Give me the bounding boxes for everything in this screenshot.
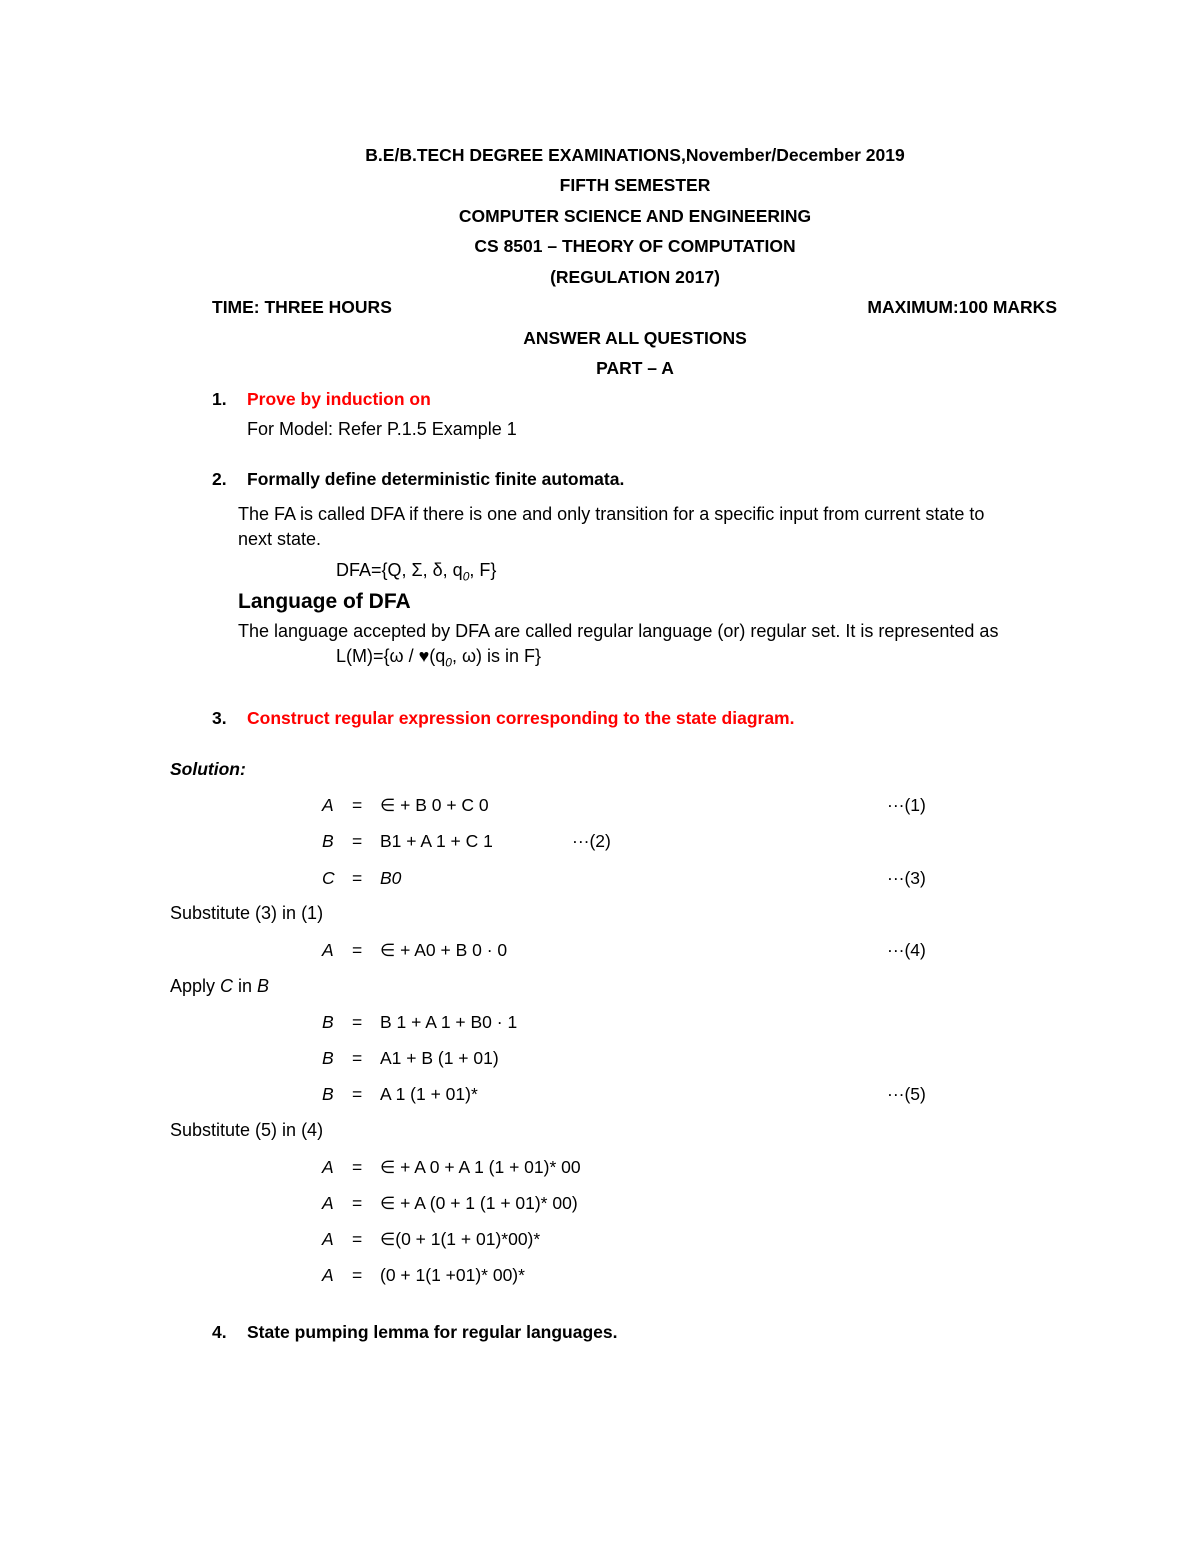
question-1-text: Prove by induction on (247, 389, 431, 409)
equation-sign: = (352, 1229, 363, 1249)
course-title: CS 8501 – THEORY OF COMPUTATION (474, 236, 796, 256)
equation-lhs: A (322, 1157, 334, 1177)
equation-sign: = (352, 1157, 363, 1177)
equation-2 (322, 831, 922, 855)
equation-number-4: ···(4) (887, 940, 926, 960)
heart-icon: ♥ (418, 646, 430, 666)
equation-rhs: A1 + B (1 + 01) (380, 1048, 499, 1068)
exam-time: TIME: THREE HOURS (212, 297, 392, 317)
question-2-answer-line1: The FA is called DFA if there is one and only transition for a specific input from current state to (238, 504, 985, 524)
part-heading: PART – A (596, 358, 674, 378)
equation-sign: = (352, 795, 363, 815)
question-2-answer-line2: next state. (238, 529, 322, 549)
exam-max-marks: MAXIMUM:100 MARKS (867, 297, 1057, 317)
question-1-answer: For Model: Refer P.1.5 Example 1 (247, 419, 517, 439)
equation-lhs: B (322, 1084, 334, 1104)
equation-5b (322, 1048, 922, 1072)
equation-final (322, 1265, 922, 1289)
dfa-definition-end: , F} (469, 560, 497, 580)
dfa-definition-start: DFA={Q, Σ, δ, q (336, 560, 463, 580)
equation-5 (322, 1084, 922, 1108)
question-3-text: Construct regular expression corresponding to the state diagram. (247, 708, 795, 728)
equation-lhs: A (322, 795, 334, 815)
equation-rhs: B 1 + A 1 + B0 · 1 (380, 1012, 518, 1032)
language-expression-mid: (q (429, 646, 446, 666)
equation-rhs: ∈ + A 0 + A 1 (1 + 01)* 00 (380, 1157, 581, 1177)
step-text: Apply (170, 976, 221, 996)
equation-lhs: C (322, 868, 335, 888)
equation-rhs: ∈ + B 0 + C 0 (380, 795, 489, 815)
equation-sign: = (352, 1048, 363, 1068)
equation-rhs: (0 + 1(1 +01)* 00)* (380, 1265, 525, 1285)
question-number-2: 2. (212, 469, 227, 489)
language-expression (336, 646, 541, 670)
equation-rhs: A 1 (1 + 01)* (380, 1084, 478, 1104)
step-apply-c-in-b (170, 976, 269, 997)
equation-lhs: A (322, 1229, 334, 1249)
question-4-text: State pumping lemma for regular languages. (247, 1322, 618, 1342)
equation-6b (322, 1193, 922, 1217)
equation-lhs: B (322, 1012, 334, 1032)
question-number-4: 4. (212, 1322, 227, 1342)
equation-sign: = (352, 1193, 363, 1213)
dfa-definition-subscript: 0 (462, 569, 470, 584)
dfa-definition (336, 560, 496, 584)
equation-lhs: A (322, 1265, 334, 1285)
equation-4 (322, 940, 922, 964)
equation-rhs: ∈(0 + 1(1 + 01)*00)* (380, 1229, 541, 1249)
language-expression-start: L(M)={ω / (336, 646, 419, 666)
equation-lhs: A (322, 940, 334, 960)
question-2-text: Formally define deterministic finite automata. (247, 469, 625, 489)
equation-lhs: B (322, 1048, 334, 1068)
solution-label: Solution: (170, 759, 246, 779)
equation-3 (322, 868, 922, 892)
step-var-c: C (220, 976, 234, 996)
department: COMPUTER SCIENCE AND ENGINEERING (458, 206, 812, 226)
step-substitute-5-in-4: Substitute (5) in (4) (170, 1120, 324, 1140)
regulation: (REGULATION 2017) (550, 267, 720, 287)
equation-lhs: A (322, 1193, 334, 1213)
instruction: ANSWER ALL QUESTIONS (523, 328, 747, 348)
equation-rhs: ∈ + A0 + B 0 · 0 (380, 940, 508, 960)
equation-5a (322, 1012, 922, 1036)
equation-6c (322, 1229, 922, 1253)
equation-sign: = (352, 868, 363, 888)
step-var-b: B (257, 976, 270, 996)
equation-number-5: ···(5) (887, 1084, 926, 1104)
question-number-3: 3. (212, 708, 227, 728)
equation-sign: = (352, 940, 363, 960)
equation-1 (322, 795, 922, 819)
language-expression-end: , ω) is in F} (451, 646, 542, 666)
equation-sign: = (352, 1084, 363, 1104)
equation-number-2: ···(2) (572, 831, 611, 851)
equation-rhs: B1 + A 1 + C 1 (380, 831, 493, 851)
step-substitute-3-in-1: Substitute (3) in (1) (170, 903, 324, 923)
equation-sign: = (352, 831, 363, 851)
equation-rhs: B0 (380, 868, 402, 888)
equation-6a (322, 1157, 922, 1181)
step-text: in (233, 976, 258, 996)
semester: FIFTH SEMESTER (559, 175, 711, 195)
question-number-1: 1. (212, 389, 227, 409)
equation-lhs: B (322, 831, 334, 851)
equation-sign: = (352, 1265, 363, 1285)
equation-number-1: ···(1) (887, 795, 926, 815)
equation-sign: = (352, 1012, 363, 1032)
equation-rhs: ∈ + A (0 + 1 (1 + 01)* 00) (380, 1193, 578, 1213)
language-of-dfa-heading: Language of DFA (238, 590, 411, 613)
exam-title: B.E/B.TECH DEGREE EXAMINATIONS,November/December 2019 (365, 145, 905, 165)
equation-number-3: ···(3) (887, 868, 926, 888)
language-expression-subscript: 0 (445, 655, 452, 670)
language-of-dfa-text: The language accepted by DFA are called regular language (or) regular set. It is represented as (238, 621, 999, 641)
